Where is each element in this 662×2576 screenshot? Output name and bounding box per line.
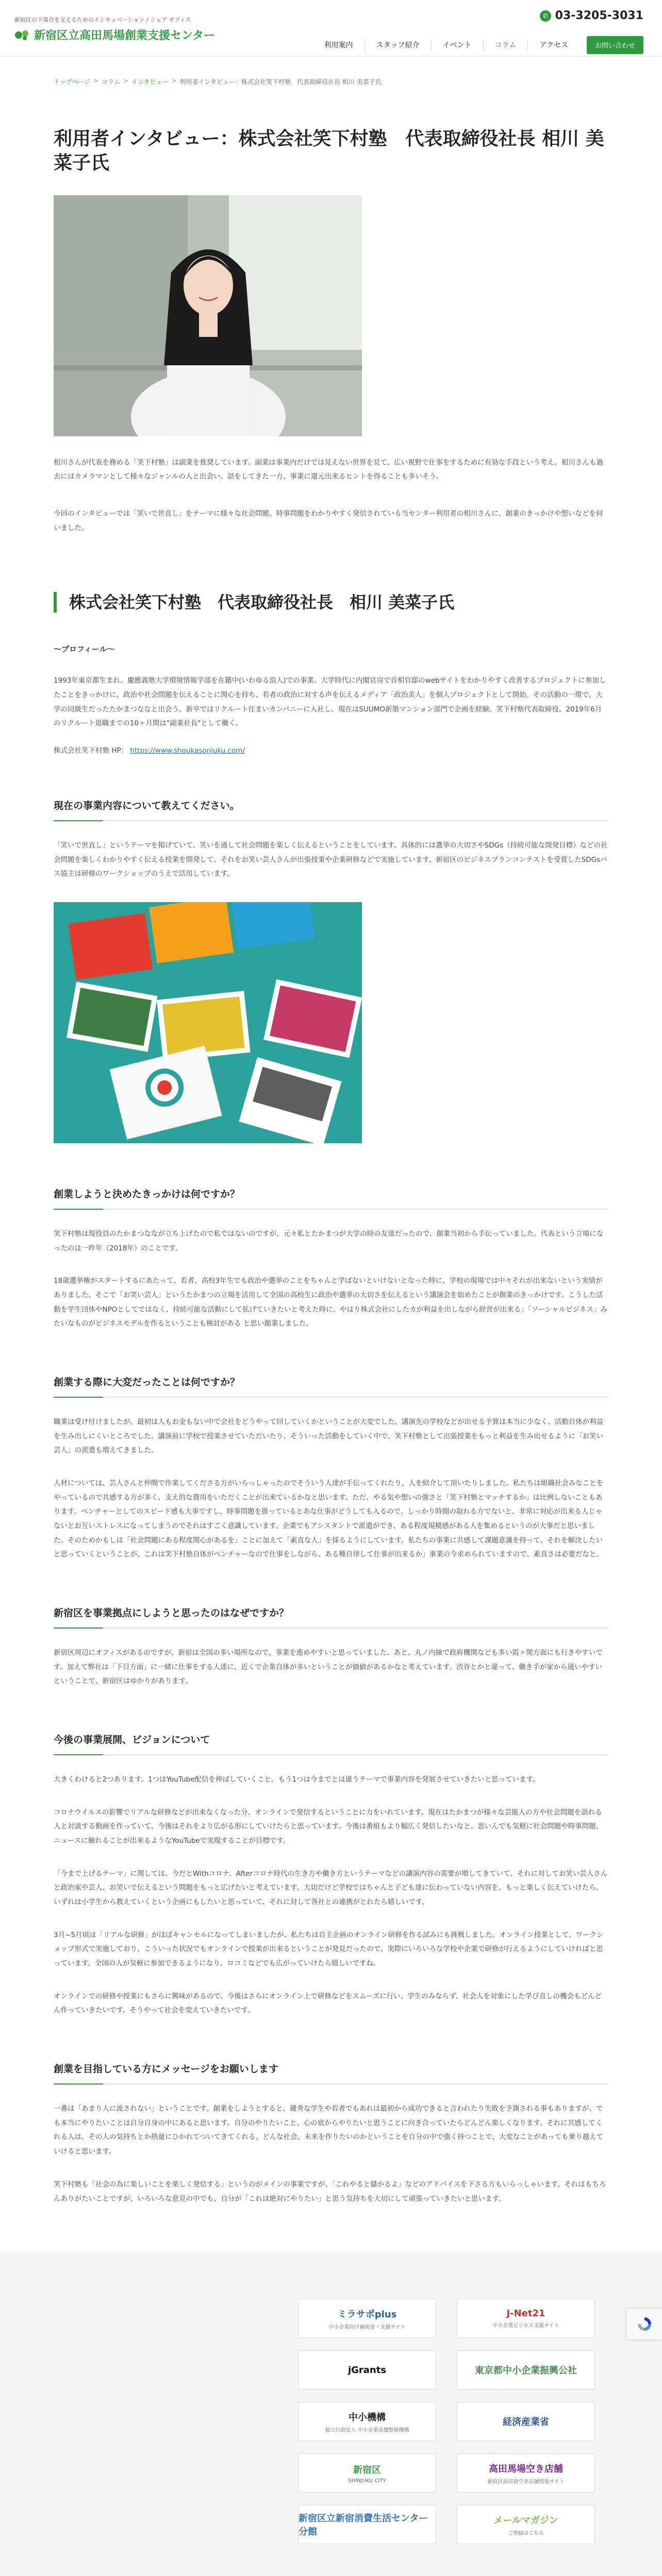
breadcrumb-interview[interactable]: インタビュー: [131, 78, 169, 86]
partner-banner[interactable]: [457, 2505, 595, 2544]
section-heading: 新宿区を事業拠点にしようと思ったのはなぜですか？: [54, 1605, 608, 1629]
breadcrumb: [0, 57, 662, 86]
partner-banner[interactable]: [298, 2402, 436, 2441]
breadcrumb-column[interactable]: コラム: [101, 78, 120, 86]
header-phone[interactable]: [540, 9, 643, 22]
section-paragraph: 18歳選挙権がスタートするにあたって、若者、高校3年生でも政治や選挙のことをちゃんと学ばないといけないとなった時に、学校の現場では中々それが出来ないという実情がありました。そこで「お笑い芸人」というたかまつの立場を活用して全国の高校生に政治や選挙の大切さを伝えるという講演会を始めたことが創業のきっかけです。こうした活動を学生団体やNPOとしてではなく、持続可能な活動にして拡げていきたいと考えた時に、やはり株式会社にしたカが利益を出しながら経営が出来る」「ソーシャルビジネス」みたいなものがビジネスモデルを作るということも検討がある と思い創業しました。: [54, 1277, 607, 1328]
partner-banner-name: 新宿区立新宿消費生活センター分館: [299, 2513, 428, 2538]
section-paragraph: オンラインでの研修や授業にもさらに興味があるので、今後はさらにオンライン上で研修などをスムーズに行い、学生のみならず、社会人を対象にした学び直しの機会もどんどん作っていきたいです。そうやって社会を変えていきたいです。: [54, 1992, 602, 2015]
partner-banner[interactable]: [457, 2299, 595, 2338]
page-title: 利用者インタビュー：株式会社笑下村塾 代表取締役社長 相川 美菜子氏: [54, 128, 604, 174]
partner-banner-name: 中小機構: [349, 2412, 386, 2423]
section-heading: 現在の事業内容について教えてください。: [54, 798, 608, 821]
section-paragraph: 笑下村塾も「社会の為に楽しいことを楽しく発信する」というのがメインの事業ですが、「これやると儲かるよ」などのアドバイスを下さる方もいらっしゃいます。それはもちろんありがたいことですが、いろいろな意見の中でも、自分が「これは絶対にやりたい」と思う気持ちを大切にして頑張っていきたいと思います。: [54, 2180, 606, 2203]
profile-text: 1993年東京都生まれ。慶應義塾大学環境情報学部を在籍中(いわゆる浪人)での事業。大学時代に内閣官房で首相官邸のwebサイトをわかりやすく改善するプロジェクトに参加したことをきっかけに、政治や社会問題を伝えることに関心を持ち、若者の政治に対する声を伝えるメディア「政治美人」を個人プロジェクトとして開始。その活動の一環で、大学の同級生だったたかまつななと出会う。新卒ではリクルート住まいカンパニーに入社し、現在はSUUMO新築マンション部門で企画を経験。笑下村塾代表取締役。2019年6月のリクルート退職までの10ヶ月間は"副業社長"として働く。: [54, 676, 606, 728]
partner-banner-name: jGrants: [347, 2364, 387, 2376]
partner-banner-name: 高田馬場空き店舗: [489, 2463, 563, 2475]
nav-item-access[interactable]: アクセス: [527, 40, 580, 51]
breadcrumb-home[interactable]: トップページ: [54, 78, 90, 86]
profile-heading: 〜プロフィール〜: [54, 645, 115, 654]
partner-banner-subtitle: 独立行政法人 中小企業基盤整備機構: [325, 2427, 409, 2433]
partner-banner[interactable]: [457, 2402, 595, 2441]
section-paragraph: 「笑いで世直し」というテーマを掲げていて、笑いを通して社会問題を楽しく伝えるということをしています。具体的には選挙の大切さやSDGs（持続可能な開発目標）などの社会問題を楽しくわかりやすく伝える授業を開発して、それをお笑い芸人さんが出張授業や企業研修などで実施しています。新宿区のビジネスプランコンテストを受賞したSDGsバス協主は研修のワークショップのうえで活用しています。: [54, 841, 608, 878]
partner-banner-subtitle: ご登録はこちら: [508, 2530, 544, 2536]
nav-item-column[interactable]: コラム: [483, 40, 528, 51]
partner-banner-name: J-Net21: [506, 2308, 545, 2319]
partner-banner[interactable]: [298, 2453, 436, 2493]
company-heading: 株式会社笑下村塾 代表取締役社長 相川 美菜子氏: [54, 592, 608, 613]
section-paragraph: 「今まで上げるテーマ」に関しては、今だとWithコロナ、Afterコロナ時代の生き方や働き方というテーマなどの講演内容の需要が増してきていて、それに対してお笑い芸人さんと政治家や芸人、お笑いで伝えるという問題をもっと広げたいと考えています。大切だけど学校ではちゃんと子ども達に伝わっていない内容を、もっと楽しく伝えていけたら。いずれは小学生から教えていくという企画にもしたいと思っていて、それに対して各社との連携がとれたら嬉しいです。: [54, 1869, 608, 1907]
leaf-logo-icon: [14, 29, 30, 41]
section-paragraph: 新宿区周辺にオフィスがあるのですが、新宿は全国の多い場所なので、事業を進めやすいと思っていました。あと、丸ノ内線で政府機関なども多い霞ヶ関方面にも行きやすいです。加えて弊社は「下目方面」に一緒に仕事をする人達に、近くで企業自体が多いということが価値があるかなと考えています。渋谷とかと違って、働き手が家から通いやすいということで、新宿区はゆかりがあります。: [54, 1649, 603, 1686]
recaptcha-icon: [636, 2315, 653, 2333]
partner-banner[interactable]: [457, 2453, 595, 2493]
company-homepage: [54, 744, 608, 755]
breadcrumb-separator: >: [171, 77, 177, 84]
lead-paragraph: 相川さんが代表を務める「笑下村塾」は副業を推奨しています。副業は事業内だけでは見えない世界を見て、広い視野で仕事をするために有効な手段という考え。相川さんも過去にはカメラマンとして様々なジャンルの人と出会い、話をしてきた一方、事業に還元出来るヒントを得ることも多いそう。: [54, 458, 603, 481]
phone-number: 03-3205-3031: [555, 9, 643, 22]
section-heading: 今後の事業展開、ビジョンについて: [54, 1732, 608, 1755]
nav-item-staff[interactable]: スタッフ紹介: [365, 40, 431, 51]
homepage-link[interactable]: https://www.shoukasonjuku.com/: [130, 746, 245, 755]
section-heading: 創業する際に大変だったことは何ですか？: [54, 1375, 608, 1398]
section-paragraph: コロナウイルスの影響でリアルな研修などが出来なくなった分、オンラインで発信するということに力をいれています。現在はたかまつが様々な芸能人の方や社会問題を語れる人と対談する動画を作っていて、今後はそれをより広がる形にしていけたらと思っています。今後は番組もより幅広く発信したいなと。思いんでも気軽に社会問題や時事問題、ニュースに触れることが出来るようなYouTubeで実現することが目標です。: [54, 1808, 603, 1845]
partner-banner[interactable]: [457, 2350, 595, 2389]
section-paragraph: 笑下村塾は現役員のたかまつななが立ち上げたので私ではないのですが、元々私とたかまつが大学の時の友達だったので、創業当初から手伝っていました。代表という立場になったのは一昨年（2018年）のことです。: [54, 1229, 604, 1252]
article: [0, 127, 662, 2206]
partner-banner-name: 東京都中小企業振興公社: [475, 2365, 577, 2377]
main-nav: [313, 36, 643, 54]
nav-item-guide[interactable]: 利用案内: [324, 41, 353, 49]
partner-banner[interactable]: [298, 2350, 436, 2389]
partner-banner-subtitle: 中小企業向け補助金・支援サイト: [328, 2324, 406, 2330]
site-tagline: 新宿区の下落合を支えるためのインキュベーション / シェア オフィス: [14, 16, 191, 23]
contact-button[interactable]: お問い合わせ: [587, 36, 643, 54]
phone-icon: ✆: [540, 10, 551, 22]
section-paragraph: 人材については、芸人さんと仲間で作業してくださる方がいらっしゃったのでそういう人達が手伝ってくれたり、人を紹介して頂いたりしました。私たちは組織社会みなことをやっているので共感する方が多く、支え的な費用をいただくことが出来ているかなと思います。ただ、やる気や想いの強さと「笑下村塾とマッチするか」は比例しないこともあります。ベンチャーとしてのスピード感も大事ですし、時事問題を扱っているとあな仕事がどうしても入るので、しっかり時間の取れる方でないと、非常に対応が出来る人じゃないとお互いストレスになってしまうのでそれはすごく意識しています。企業でもアシスタントで派遣ができ、ある程度規模感がある人を集めるというのが大事だと思いました。そのためかもしは「社会問題にある程度関心があるを」ことに加えて「素直な人」を採るようにしています。私たちの事業に共感して課題意識を持って、それを解決したいと思っていくということが、これは笑下村塾自体がベンチャーなので仕事をしながら、ある種自律して仕事が出来るか」事業の今求められていますので、素直さは必要だなと。: [54, 1479, 604, 1559]
breadcrumb-current: 利用者インタビュー：株式会社笑下村塾 代表取締役社長 相川 美菜子氏: [179, 78, 382, 86]
partner-banner-name: ミラサポplus: [337, 2309, 397, 2320]
partner-banner-subtitle: 中小企業ビジネス支援サイト: [492, 2323, 559, 2329]
partner-banner[interactable]: [298, 2299, 436, 2338]
partner-banner-name: 新宿区: [353, 2464, 381, 2476]
site-header: [0, 0, 662, 57]
section-paragraph: 職業は受け付けましたが、最初は人もお金もない中で会社をどうやって回していくかということが大変でした。講演先の学校などが出せる予算は本当に少なく、活動自体が利益を生み出しにくいところでした。講演前に学校で授業させていただいたり、そういった活動をしていく中で、笑下村塾として出張授業をもっと利益を生み出せるように「お笑い芸人」の派遣も増えてきました。: [54, 1418, 604, 1455]
sdgs-cards-illustration: [54, 902, 362, 1143]
lead-paragraph: 今回のインタビューでは「笑いで世直し」をテーマに様々な社会問題、時事問題をわかりやすく発信されている当センター利用者の相川さんに、創業のきっかけや想いなどを伺いました。: [54, 509, 603, 532]
banner-grid: [298, 2299, 595, 2544]
partner-banner-subtitle: SHINJUKU CITY: [348, 2478, 386, 2484]
site-brand[interactable]: [14, 15, 215, 43]
breadcrumb-separator: >: [123, 77, 128, 84]
nav-item-events[interactable]: イベント: [431, 40, 483, 51]
breadcrumb-separator: >: [93, 77, 98, 84]
partner-banners: [0, 2251, 662, 2576]
recaptcha-badge[interactable]: [626, 2308, 662, 2340]
section-heading: 創業を目指している方にメッセージをお願いします: [54, 2061, 608, 2084]
partner-banner-name: 経済産業省: [503, 2417, 549, 2428]
sdgs-cards-photo: [54, 902, 362, 1143]
section-paragraph: 3月~5月頃は「リアルな研修」がほぼキャンセルになってしまいましたが、私たちは自主企画のオンライン研修を作る試みにも挑戦しました。オンライン授業として、ワークショップ形式で実施しており、こういった状況でもオンラインで授業が出来るということが発見だったので、実際にいろいろな学校や企業で研修が行えるようにしていければと思っています。全国の人が気軽に参加できるようになり、ロコミなどでも広がっていけたら嬉しいですね。: [54, 1930, 604, 1968]
interviewee-photo-illustration: [54, 195, 362, 436]
section-paragraph: 一番は「あまり人に流されない」ということです。創業をしようとすると、優秀な学生や若者でもあれは最初から成功できると言われたり失敗を予測される事もありますが、でも本当にやりたいことは自分自身の中にあると思います。自分のやりたいこと、心の底からやりたいと思うことに向き合っていたらどんどん楽しくなります。それに共感してくれる人は、その人の気持ちとか熱量にひかれてついてきてくれる、どんな社会、未来を作りたいのかということを自分の中で強く持つことで、大変なことがあっても乗り越えていけると思います。: [54, 2105, 604, 2156]
site-title: 新宿区立高田馬場創業支援センター: [34, 29, 216, 42]
partner-banner-subtitle: 新宿区商店街空き店舗情報サイト: [487, 2479, 565, 2485]
homepage-label: 株式会社笑下村塾 HP：: [54, 746, 128, 755]
interviewee-photo: [54, 195, 362, 436]
section-heading: 創業しようと決めたきっかけは何ですか？: [54, 1187, 608, 1210]
section-paragraph: 大きくわけると2つあります。1つはYouTube配信を伸ばしていくこと。もう1つは今までとは違うテーマで事業内容を発展させていきたいと思っています。: [54, 1775, 540, 1784]
partner-banner-name: メールマガジン: [493, 2515, 558, 2526]
partner-banner[interactable]: [298, 2505, 436, 2544]
